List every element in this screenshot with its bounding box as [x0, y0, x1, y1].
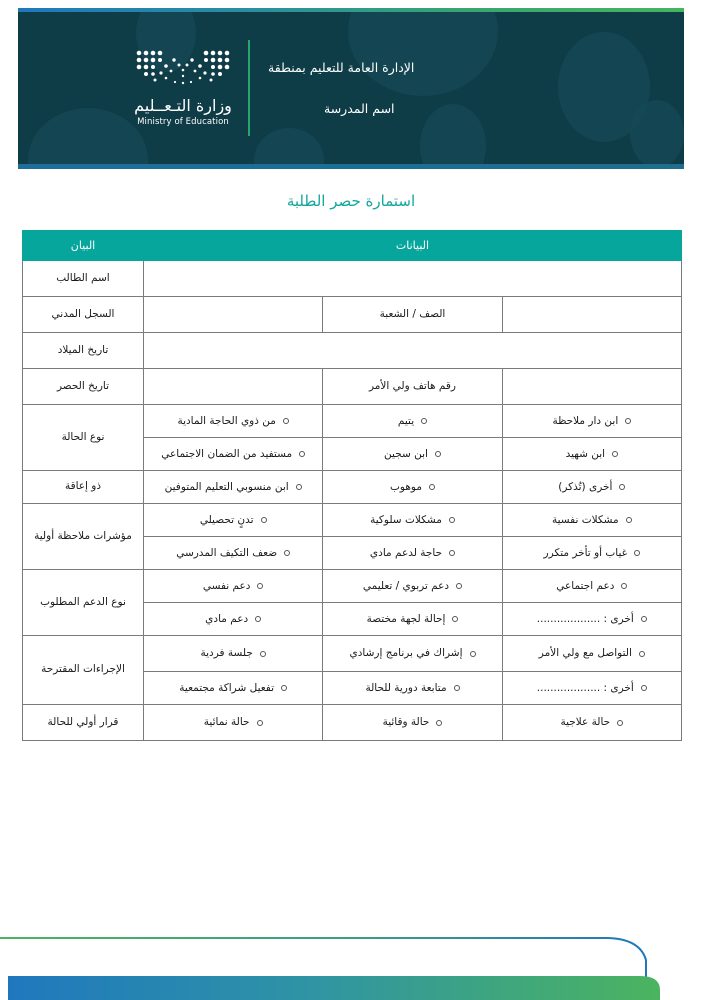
radio-circle-icon[interactable]	[634, 550, 640, 556]
option-label: يتيم	[397, 414, 415, 427]
page-title: استمارة حصر الطلبة	[286, 192, 416, 210]
column-header-data: البيانات	[144, 231, 682, 261]
option-cell[interactable]	[502, 636, 681, 672]
option-cell[interactable]	[502, 603, 681, 636]
civil-record-input-cell[interactable]	[144, 297, 323, 333]
header-content	[18, 12, 684, 164]
option-cell[interactable]	[323, 537, 502, 570]
option-cell[interactable]	[502, 705, 681, 741]
radio-circle-icon[interactable]	[284, 550, 290, 556]
option-label: حالة وقائية	[382, 716, 430, 729]
radio-circle-icon[interactable]	[452, 616, 458, 622]
row-label: قرار أولي للحالة	[23, 705, 144, 741]
table-row-case-type-1	[23, 405, 682, 438]
education-directorate-line: الإدارة العامة للتعليم بمنطقة	[268, 60, 415, 75]
row-label: الإجراءات المقترحة	[23, 636, 144, 705]
student-name-input-cell[interactable]	[144, 261, 682, 297]
option-cell[interactable]	[502, 537, 681, 570]
option-cell[interactable]	[323, 603, 502, 636]
radio-circle-icon[interactable]	[470, 651, 476, 657]
guardian-phone-label: رقم هاتف ولي الأمر	[323, 369, 502, 405]
header-text-block	[250, 40, 570, 136]
option-label: ابن دار ملاحظة	[552, 414, 619, 427]
option-cell[interactable]	[144, 405, 323, 438]
table-row-initial-decision	[23, 705, 682, 741]
table-row-indicators-1	[23, 504, 682, 537]
option-label: دعم نفسي	[202, 579, 251, 592]
radio-circle-icon[interactable]	[619, 484, 625, 490]
option-label: ابن شهيد	[565, 447, 606, 460]
option-cell[interactable]	[144, 537, 323, 570]
option-label: حاجة لدعم مادي	[369, 546, 443, 559]
option-label: ابن منسوبي التعليم المتوفين	[164, 480, 289, 493]
radio-circle-icon[interactable]	[299, 451, 305, 457]
row-label: تاريخ الحصر	[23, 369, 144, 405]
table-body	[23, 261, 682, 741]
option-label: دعم مادي	[205, 612, 249, 625]
option-cell[interactable]	[144, 672, 323, 705]
option-label: حالة علاجية	[560, 716, 611, 729]
option-cell[interactable]	[144, 570, 323, 603]
table-row-disability	[23, 471, 682, 504]
logo-arabic-wordmark: وزارة التـعــليم	[134, 96, 232, 115]
table-row-survey-date	[23, 369, 682, 405]
option-label: ابن سجين	[384, 447, 428, 460]
row-label: ذو إعاقة	[23, 471, 144, 504]
header-bottom-bar	[18, 164, 684, 169]
option-cell[interactable]	[144, 636, 323, 672]
option-label: حالة نمائية	[203, 716, 250, 729]
option-label: التواصل مع ولي الأمر	[538, 647, 632, 660]
radio-circle-icon[interactable]	[257, 720, 263, 726]
table-row-birth-date	[23, 333, 682, 369]
row-label: تاريخ الميلاد	[23, 333, 144, 369]
row-label: مؤشرات ملاحظة أولية	[23, 504, 144, 570]
school-name-line: اسم المدرسة	[324, 101, 395, 116]
option-cell[interactable]	[323, 504, 502, 537]
option-cell[interactable]	[144, 603, 323, 636]
page-footer	[0, 918, 702, 1000]
option-cell[interactable]	[144, 438, 323, 471]
column-header-label: البيان	[23, 231, 144, 261]
class-section-input-cell[interactable]	[502, 297, 681, 333]
table-header-row	[23, 231, 682, 261]
option-cell[interactable]	[323, 636, 502, 672]
footer-gradient-bar	[8, 976, 660, 1000]
option-cell[interactable]	[323, 672, 502, 705]
radio-circle-icon[interactable]	[449, 550, 455, 556]
option-cell[interactable]	[502, 438, 681, 471]
option-label: مشكلات سلوكية	[370, 513, 442, 526]
radio-circle-icon[interactable]	[257, 583, 263, 589]
radio-circle-icon[interactable]	[626, 517, 632, 523]
student-survey-table	[22, 230, 682, 741]
option-label: مشكلات نفسية	[551, 513, 619, 526]
option-label: من ذوي الحاجة المادية	[177, 414, 276, 427]
table-row-student-name	[23, 261, 682, 297]
option-label: موهوب	[390, 480, 422, 493]
radio-circle-icon[interactable]	[261, 517, 267, 523]
option-label: تفعيل شراكة مجتمعية	[179, 681, 275, 694]
radio-circle-icon[interactable]	[421, 418, 427, 424]
page-header	[18, 8, 684, 170]
row-label: السجل المدني	[23, 297, 144, 333]
class-section-label: الصف / الشعبة	[323, 297, 502, 333]
guardian-phone-input-cell[interactable]	[502, 369, 681, 405]
radio-circle-icon[interactable]	[456, 583, 462, 589]
radio-circle-icon[interactable]	[283, 418, 289, 424]
option-label: مستفيد من الضمان الاجتماعي	[161, 447, 293, 460]
option-label: أخرى : ...................	[536, 612, 634, 625]
radio-circle-icon[interactable]	[449, 517, 455, 523]
row-label: نوع الحالة	[23, 405, 144, 471]
radio-circle-icon[interactable]	[255, 616, 261, 622]
radio-circle-icon[interactable]	[641, 616, 647, 622]
radio-circle-icon[interactable]	[296, 484, 302, 490]
logo-palm-dots-icon	[133, 49, 233, 87]
logo-english-wordmark: Ministry of Education	[137, 117, 229, 127]
radio-circle-icon[interactable]	[617, 720, 623, 726]
option-cell[interactable]	[323, 438, 502, 471]
option-label: أخرى : ...................	[536, 681, 634, 694]
option-cell[interactable]	[323, 405, 502, 438]
radio-circle-icon[interactable]	[625, 418, 631, 424]
radio-circle-icon[interactable]	[612, 451, 618, 457]
option-cell[interactable]	[144, 471, 323, 504]
option-label: جلسة فردية	[200, 647, 253, 660]
radio-circle-icon[interactable]	[639, 651, 645, 657]
option-cell[interactable]	[502, 570, 681, 603]
option-label: إشراك في برنامج إرشادي	[349, 647, 463, 660]
option-cell[interactable]	[144, 705, 323, 741]
survey-date-input-cell[interactable]	[144, 369, 323, 405]
radio-circle-icon[interactable]	[429, 484, 435, 490]
option-cell[interactable]	[323, 471, 502, 504]
option-label: دعم اجتماعي	[556, 579, 615, 592]
option-cell[interactable]	[502, 504, 681, 537]
ministry-of-education-logo	[132, 40, 250, 136]
option-label: تدنٍ تحصيلي	[199, 513, 254, 526]
row-label: نوع الدعم المطلوب	[23, 570, 144, 636]
radio-circle-icon[interactable]	[641, 685, 647, 691]
radio-circle-icon[interactable]	[435, 451, 441, 457]
table-row-civil-record	[23, 297, 682, 333]
option-cell[interactable]	[502, 672, 681, 705]
option-label: متابعة دورية للحالة	[365, 681, 447, 694]
option-label: دعم تربوي / تعليمي	[362, 579, 450, 592]
radio-circle-icon[interactable]	[454, 685, 460, 691]
option-cell[interactable]	[144, 504, 323, 537]
table-head	[23, 231, 682, 261]
option-label: أخرى (تُذكر)	[558, 480, 613, 493]
option-cell[interactable]	[502, 405, 681, 438]
option-label: غياب أو تأخر متكرر	[543, 546, 628, 559]
table-row-support-type-1	[23, 570, 682, 603]
radio-circle-icon[interactable]	[260, 651, 266, 657]
option-label: ضعف التكيف المدرسي	[176, 546, 278, 559]
radio-circle-icon[interactable]	[281, 685, 287, 691]
radio-circle-icon[interactable]	[621, 583, 627, 589]
option-cell[interactable]	[502, 471, 681, 504]
birth-date-input-cell[interactable]	[144, 333, 682, 369]
table-row-actions-1	[23, 636, 682, 672]
footer-decoration	[0, 918, 702, 1000]
row-label: اسم الطالب	[23, 261, 144, 297]
option-label: إحالة لجهة مختصة	[366, 612, 446, 625]
radio-circle-icon[interactable]	[436, 720, 442, 726]
option-cell[interactable]	[323, 705, 502, 741]
option-cell[interactable]	[323, 570, 502, 603]
